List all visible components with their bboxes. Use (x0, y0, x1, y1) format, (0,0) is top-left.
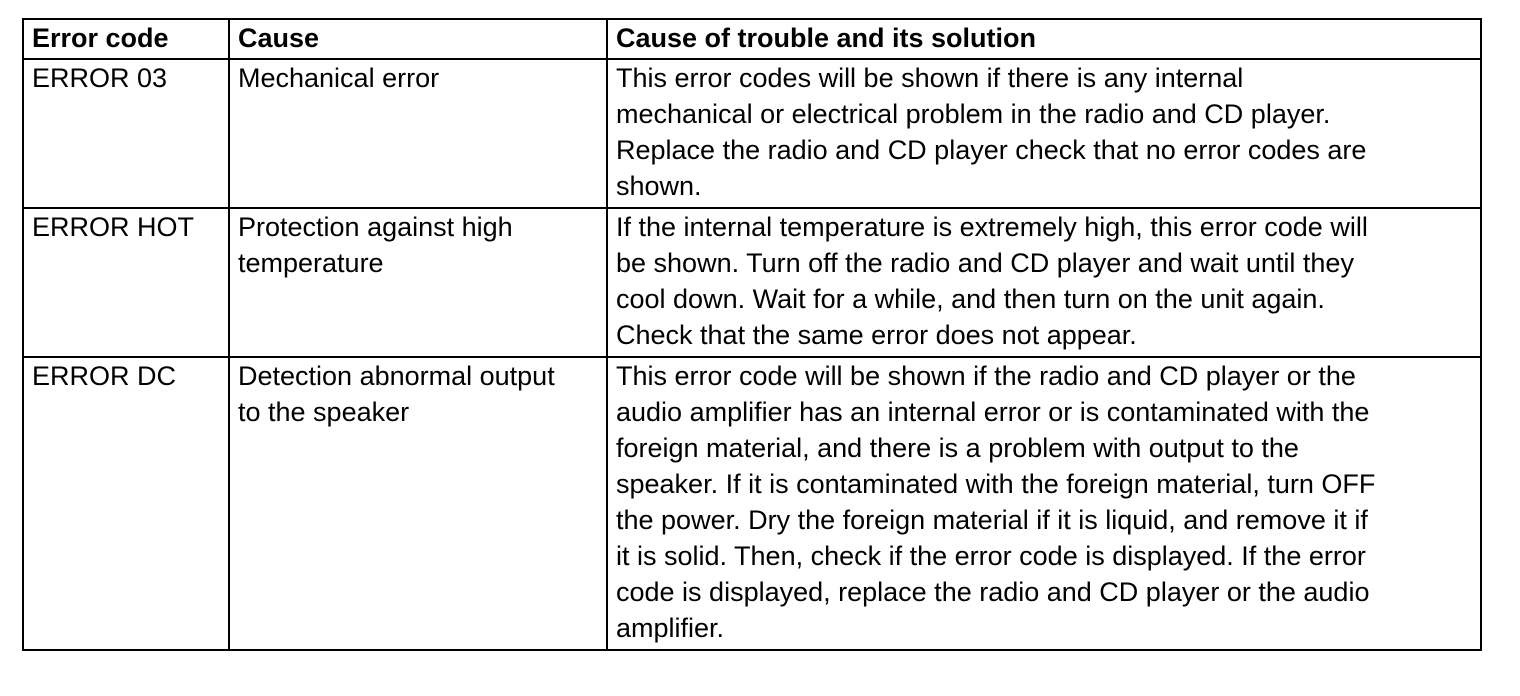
solution-cell: This error code will be shown if the radio and CD player or the audio amplifier has an internal error or is contaminated with the foreign material, and there is a problem with output to the speaker. If it is contaminated with the foreign material, turn OFF the power. Dry the foreign material if it is liquid, and remove it if it is solid. Then, check if the error code is displayed. If the error code is displayed, replace the radio and CD player or the audio amplifier. (607, 357, 1481, 650)
cause-cell: Detection abnormal output to the speaker (229, 357, 607, 650)
error-code-cell: ERROR HOT (23, 208, 229, 357)
table-row (23, 357, 1481, 650)
cause-cell: Mechanical error (229, 59, 607, 208)
solution-cell: If the internal temperature is extremely high, this error code will be shown. Turn off the radio and CD player and wait until they cool down. Wait for a while, and then turn on the unit again. Check that the same error does not appear. (607, 208, 1481, 357)
table-header-row (23, 19, 1481, 59)
header-cause: Cause (229, 19, 607, 59)
solution-cell: This error codes will be shown if there is any internal mechanical or electrical problem in the radio and CD player. Replace the radio and CD player check that no error codes are shown. (607, 59, 1481, 208)
header-solution: Cause of trouble and its solution (607, 19, 1481, 59)
error-code-cell: ERROR 03 (23, 59, 229, 208)
cause-cell: Protection against high temperature (229, 208, 607, 357)
table-row (23, 208, 1481, 357)
table-row (23, 59, 1481, 208)
error-code-cell: ERROR DC (23, 357, 229, 650)
header-error-code: Error code (23, 19, 229, 59)
error-code-table (22, 18, 1482, 651)
